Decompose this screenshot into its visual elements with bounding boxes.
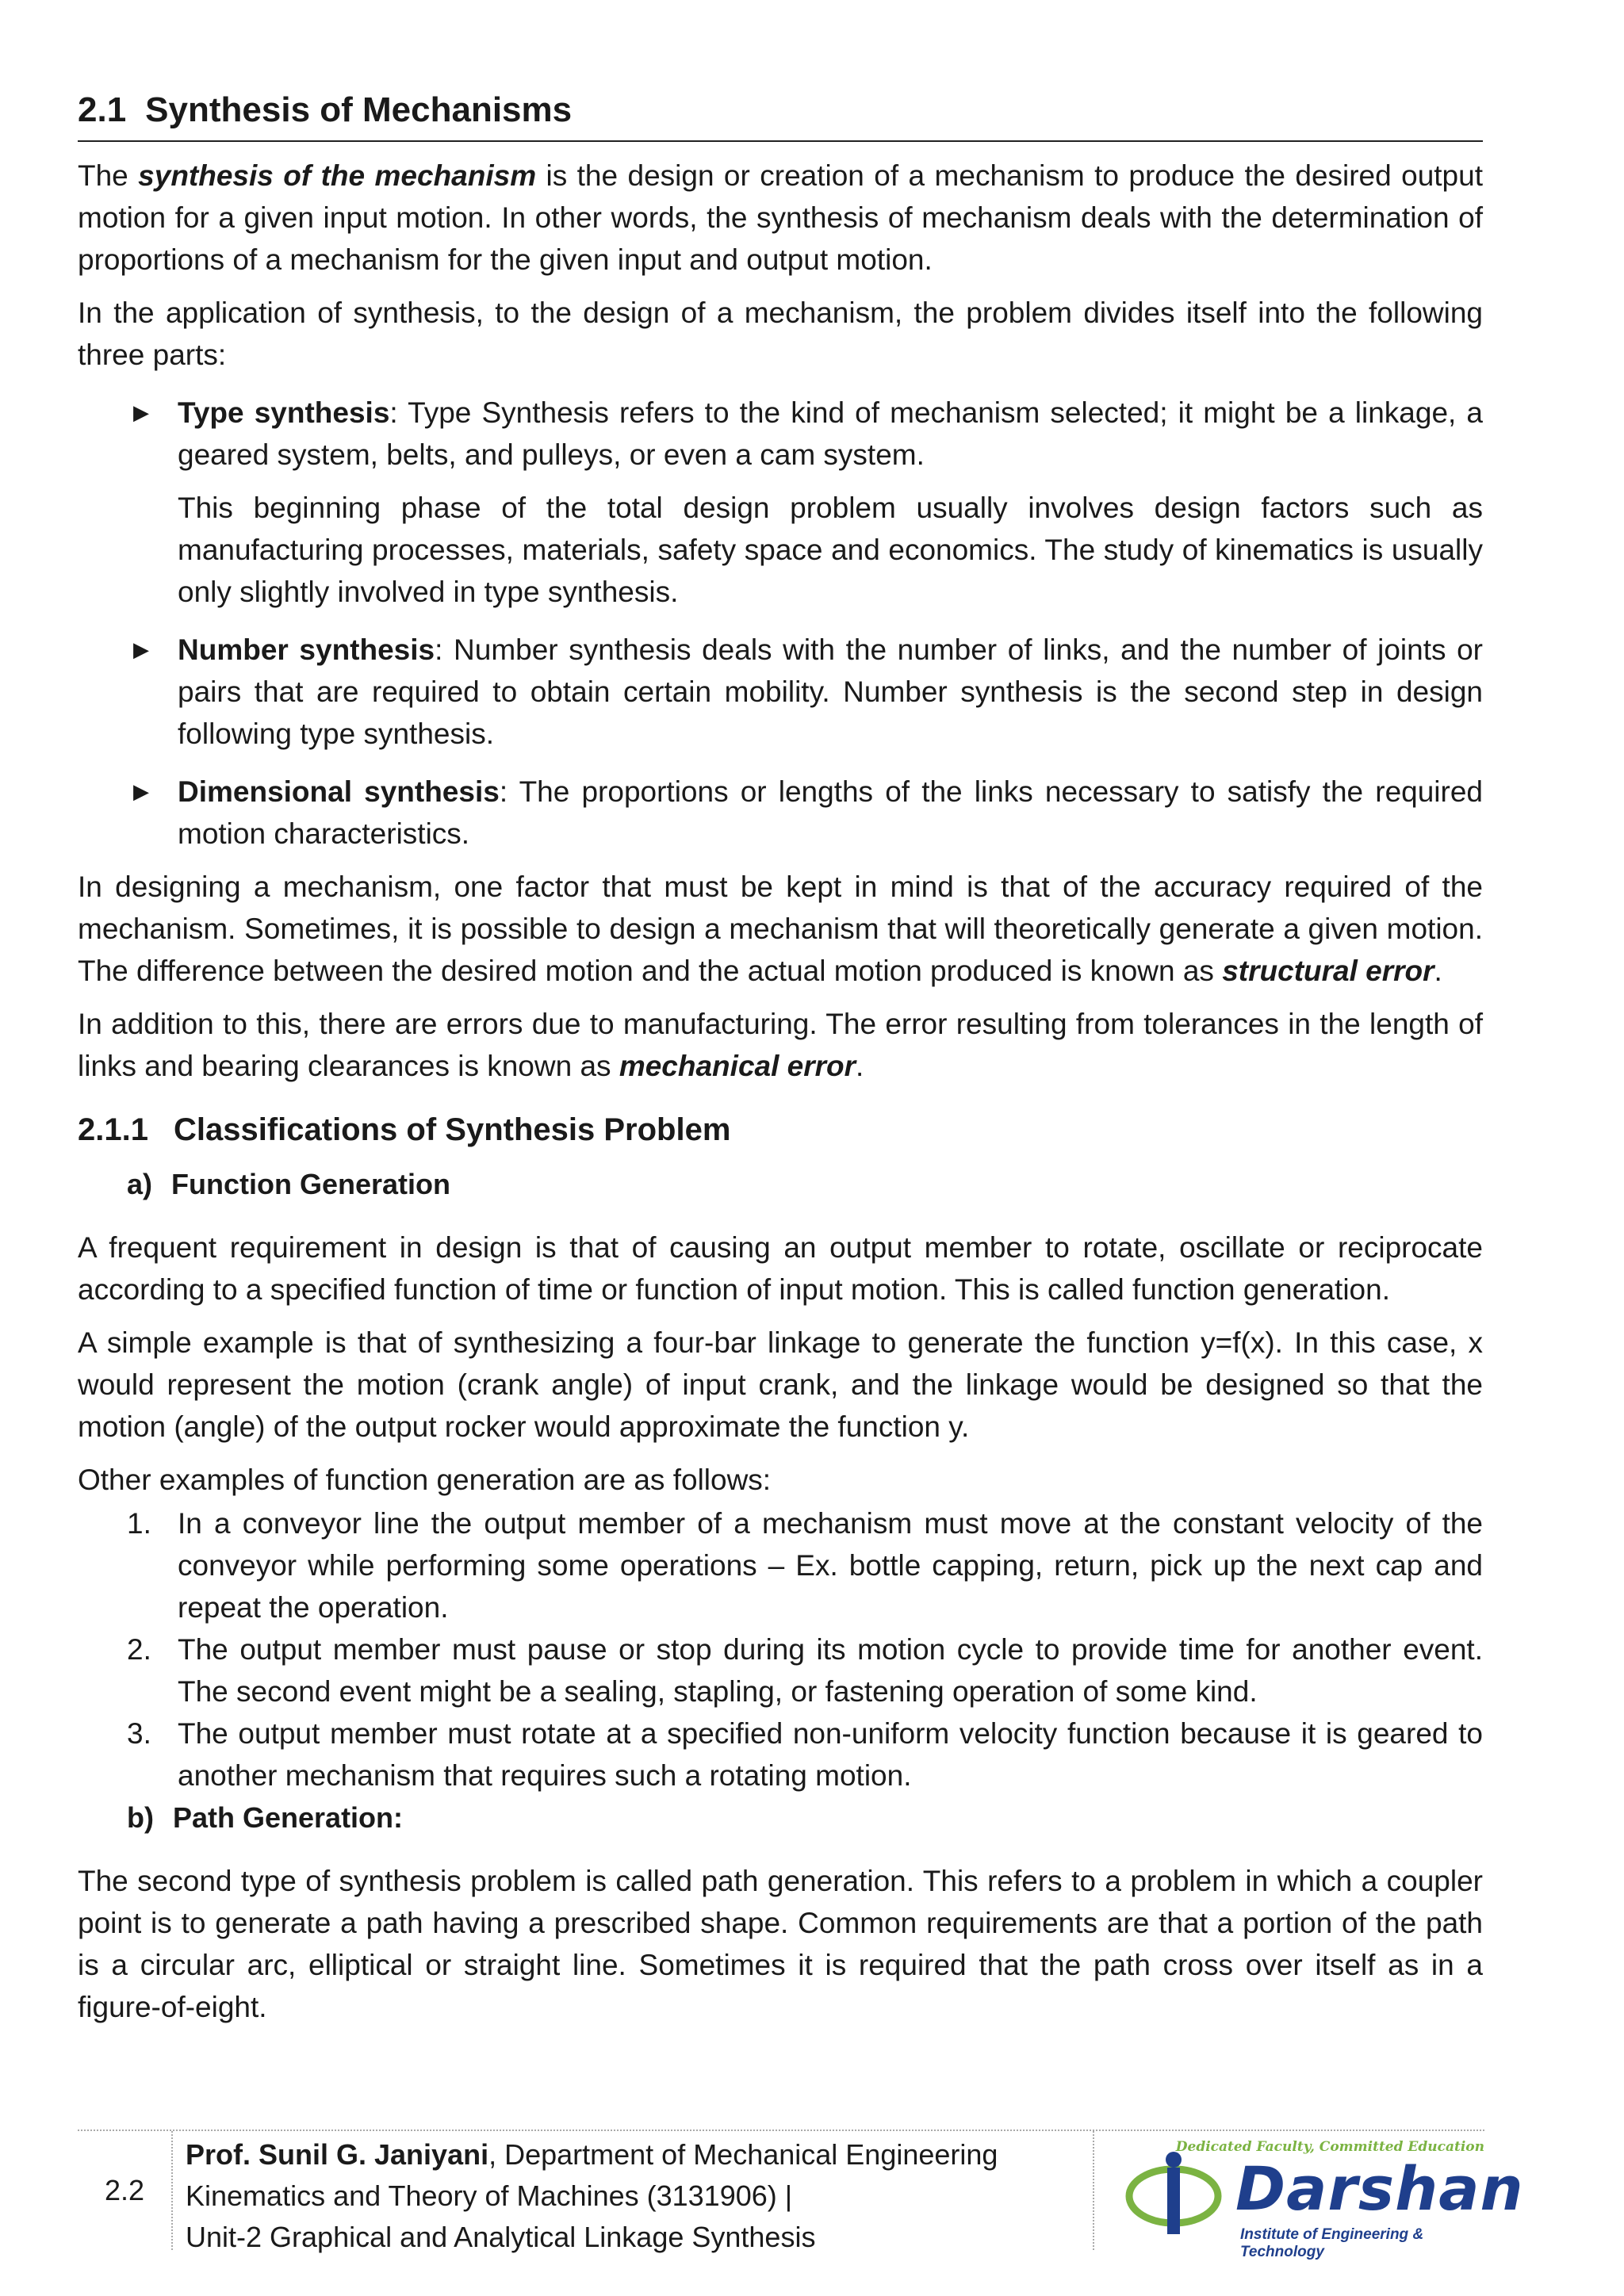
- accuracy-paragraph: [78, 866, 1483, 992]
- accuracy-text-post: .: [1434, 955, 1442, 988]
- bullet-note: This beginning phase of the total design problem usually involves design factors such as manufacturing processes, materials, safety space and economics. The study of kinematics is usually only slightly involved in type synthesis.: [178, 492, 1483, 609]
- bullet-text: : Type Synthesis refers to the kind of mechanism selected; it might be a linkage, a geared system, belts, and pulleys, or even a cam system.: [178, 396, 1483, 472]
- list-number: 2.: [127, 1633, 151, 1667]
- mechanical-error-term: mechanical error: [619, 1050, 856, 1083]
- page-footer: [78, 2130, 1524, 2260]
- course-name: Kinematics and Theory of Machines (3131906) |: [186, 2179, 793, 2212]
- darshan-emblem-icon: [1124, 2150, 1228, 2237]
- list-text: The output member must pause or stop during its motion cycle to provide time for another event. The second event might be a sealing, stapling, or fastening operation of some kind.: [178, 1633, 1483, 1709]
- intro-emphasis: synthesis of the mechanism: [138, 159, 537, 193]
- function-generation-paragraph-3: Other examples of function generation are as follows:: [78, 1464, 772, 1497]
- footer-divider: [1093, 2131, 1094, 2250]
- function-generation-paragraph-2: A simple example is that of synthesizing a four-bar linkage to generate the function y=f(x). In this case, x would represent the motion (crank angle) of input crank, and the linkage would be designed so that the motion (angle) of the output rocker would approximate the function y.: [78, 1326, 1483, 1444]
- bullet-type-synthesis: [78, 392, 1483, 476]
- logo-tagline: Dedicated Faculty, Committed Education: [1175, 2139, 1484, 2155]
- section-heading: [78, 87, 1483, 142]
- function-generation-heading: [127, 1163, 1483, 1206]
- accuracy-text-pre: In designing a mechanism, one factor that must be kept in mind is that of the accuracy required of the mechanism. Sometimes, it is possible to design a mechanism that will theoretically generate a given motion. The difference between the desired motion and the actual motion produced is known as: [78, 871, 1483, 988]
- structural-error-term: structural error: [1222, 955, 1434, 988]
- heading-marker: b): [127, 1801, 154, 1835]
- section-number: 2.1: [78, 90, 127, 129]
- footer-author-line: [186, 2134, 998, 2175]
- path-generation-heading: [127, 1797, 1483, 1839]
- bullet-term: Number synthesis: [178, 633, 435, 667]
- subsection-heading: [78, 1108, 1483, 1152]
- section-title: Synthesis of Mechanisms: [145, 90, 573, 129]
- bullet-triangle-icon: ▶: [133, 400, 149, 425]
- bullet-text: : Number synthesis deals with the number of links, and the number of joints or pairs that are required to obtain certain mobility. Number synthesis is the second step in design following type synthesis.: [178, 633, 1483, 751]
- manufacturing-paragraph: [78, 1003, 1483, 1087]
- bullet-triangle-icon: ▶: [133, 637, 149, 662]
- intro-text-post: is the design or creation of a mechanism to produce the desired output motion for a given input motion. In other words, the synthesis of mechanism deals with the determination of proportions of a mechanism for the given input and output motion.: [78, 159, 1483, 277]
- bullet-number-synthesis: [78, 629, 1483, 755]
- bullet-term: Type synthesis: [178, 396, 390, 430]
- application-paragraph: In the application of synthesis, to the design of a mechanism, the problem divides itself into the following three parts:: [78, 297, 1483, 372]
- logo-subtitle: Institute of Engineering & Technology: [1240, 2226, 1424, 2260]
- list-item: [78, 1502, 1483, 1628]
- intro-paragraph: [78, 155, 1483, 281]
- intro-text-pre: The: [78, 159, 139, 193]
- heading-marker: a): [127, 1168, 153, 1201]
- unit-name: Unit-2 Graphical and Analytical Linkage Synthesis: [186, 2221, 816, 2253]
- list-item: [78, 1712, 1483, 1797]
- manufacturing-text-post: .: [856, 1050, 864, 1083]
- department: , Department of Mechanical Engineering: [488, 2138, 998, 2171]
- list-text: In a conveyor line the output member of a mechanism must move at the constant velocity of the conveyor while performing some operations – Ex. bottle capping, return, pick up the next cap and repeat the operation.: [178, 1507, 1483, 1624]
- heading-title: Function Generation: [171, 1168, 451, 1201]
- institute-logo: [1124, 2139, 1524, 2260]
- subsection-title: Classifications of Synthesis Problem: [173, 1112, 731, 1148]
- examples-list: [78, 1502, 1483, 1797]
- heading-title: Path Generation:: [172, 1801, 404, 1835]
- bullet-triangle-icon: ▶: [133, 779, 149, 804]
- list-number: 3.: [127, 1717, 151, 1751]
- bullet-text: : The proportions or lengths of the links necessary to satisfy the required motion characteristics.: [178, 775, 1483, 851]
- manufacturing-text-pre: In addition to this, there are errors due to manufacturing. The error resulting from tolerances in the length of links and bearing clearances is known as: [78, 1008, 1483, 1083]
- list-text: The output member must rotate at a specified non-uniform velocity function because it is geared to another mechanism that requires such a rotating motion.: [178, 1717, 1483, 1793]
- logo-name: Darshan: [1235, 2153, 1524, 2224]
- path-generation-paragraph: The second type of synthesis problem is called path generation. This refers to a problem in which a coupler point is to generate a path having a prescribed shape. Common requirements are that a portion of the path is a circular arc, elliptical or straight line. Sometimes it is required that the path cross over itself as in a figure-of-eight.: [78, 1865, 1483, 2024]
- author-name: Prof. Sunil G. Janiyani: [186, 2138, 489, 2171]
- page-number: 2.2: [78, 2131, 173, 2250]
- list-number: 1.: [127, 1507, 151, 1540]
- bullet-term: Dimensional synthesis: [178, 775, 500, 809]
- page-content: [78, 87, 1483, 2028]
- list-item: [78, 1628, 1483, 1712]
- bullet-dimensional-synthesis: [78, 771, 1483, 855]
- subsection-number: 2.1.1: [78, 1112, 148, 1148]
- footer-info: [186, 2134, 998, 2258]
- function-generation-paragraph-1: A frequent requirement in design is that of causing an output member to rotate, oscillate or reciprocate according to a specified function of time or function of input motion. This is called function generation.: [78, 1231, 1483, 1307]
